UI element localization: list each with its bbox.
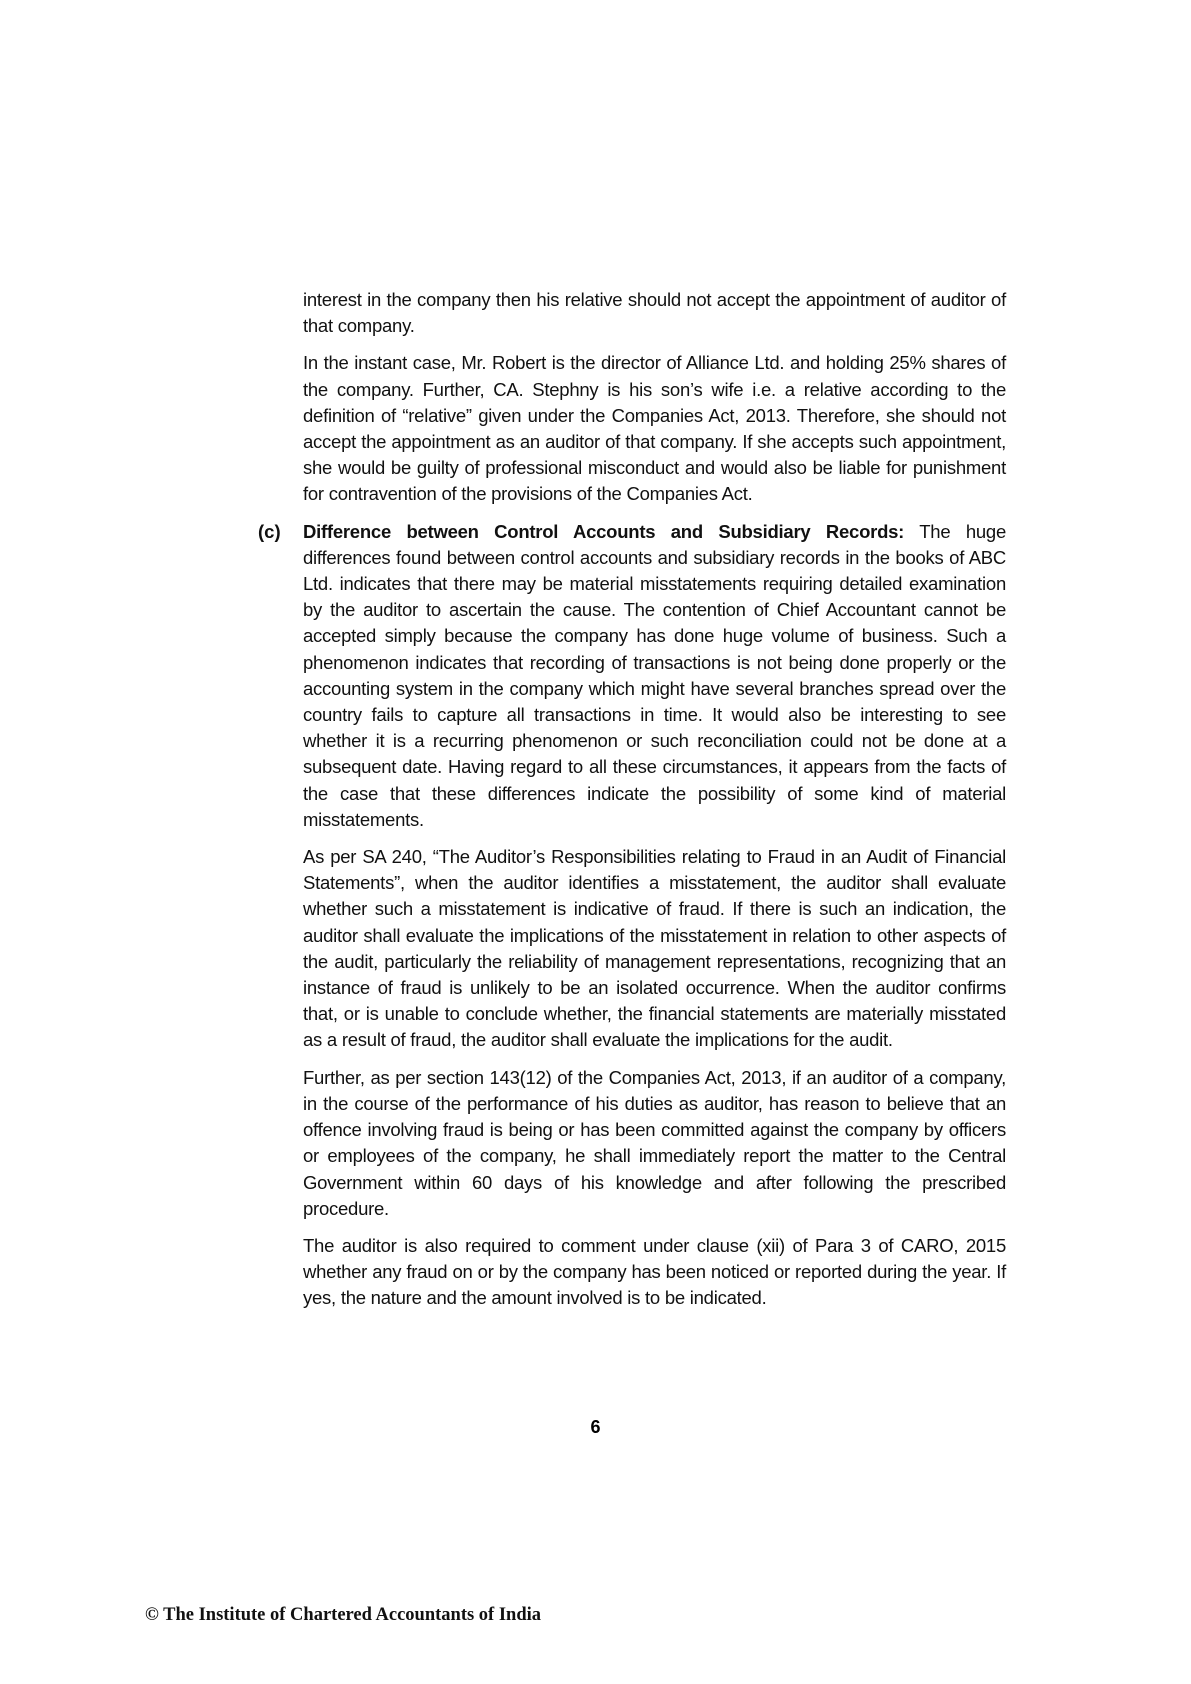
- paragraph-sa-240: As per SA 240, “The Auditor’s Responsibilities relating to Fraud in an Audit of Financial Statements”, when the auditor identifies a misstatement, the auditor shall evaluate whether such a misstatement is indicative of fraud. If there is such an indication, the auditor shall evaluate the implications of the misstatement in relation to other aspects of the audit, particularly the reliability of management representations, recognizing that an instance of fraud is unlikely to be an isolated occurrence. When the auditor confirms that, or is unable to conclude whether, the financial statements are materially misstated as a result of fraud, the auditor shall evaluate the implications for the audit.: [303, 846, 1006, 1051]
- item-heading: Difference between Control Accounts and Subsidiary Records:: [303, 520, 905, 542]
- list-item-label: (c): [258, 520, 281, 542]
- paragraph-auditor-relative: interest in the company then his relative should not accept the appointment of auditor of that company.: [303, 289, 1006, 337]
- paragraph-caro: The auditor is also required to comment under clause (xii) of Para 3 of CARO, 2015 whether any fraud on or by the company has been noticed or reported during the year. If yes, the nature and the amount involved is to be indicated.: [303, 1234, 1006, 1309]
- paragraph-control-accounts: [303, 519, 1006, 833]
- footer-copyright: © The Institute of Chartered Accountants of India: [145, 1605, 542, 1625]
- body-text: [258, 287, 1006, 1323]
- paragraph-instant-case: In the instant case, Mr. Robert is the director of Alliance Ltd. and holding 25% shares of the company. Further, CA. Stephny is his son’s wife i.e. a relative according to the definition of “relative” given under the Companies Act, 2013. Therefore, she should not accept the appointment as an auditor of that company. If she accepts such appointment, she would be guilty of professional misconduct and would also be liable for punishment for contravention of the provisions of the Companies Act.: [303, 352, 1006, 505]
- page-number: 6: [590, 1417, 601, 1437]
- list-item-c: [258, 519, 1006, 833]
- paragraph-section-143: Further, as per section 143(12) of the Companies Act, 2013, if an auditor of a company, in the course of the performance of his duties as auditor, has reason to believe that an offence involving fraud is being or has been committed against the company by officers or employees of the company, he shall immediately report the matter to the Central Government within 60 days of his knowledge and after following the prescribed procedure.: [303, 1066, 1006, 1219]
- item-text: The huge differences found between control accounts and subsidiary records in the books of ABC Ltd. indicates that there may be material misstatements requiring detailed examination by the auditor to ascertain the cause. The contention of Chief Accountant cannot be accepted simply because the company has done huge volume of business. Such a phenomenon indicates that recording of transactions is not being done properly or the accounting system in the company which might have several branches spread over the country fails to capture all transactions in time. It would also be interesting to see whether it is a recurring phenomenon or such reconciliation could not be done at a subsequent date. Having regard to all these circumstances, it appears from the facts of the case that these differences indicate the possibility of some kind of material misstatements.: [303, 520, 1006, 830]
